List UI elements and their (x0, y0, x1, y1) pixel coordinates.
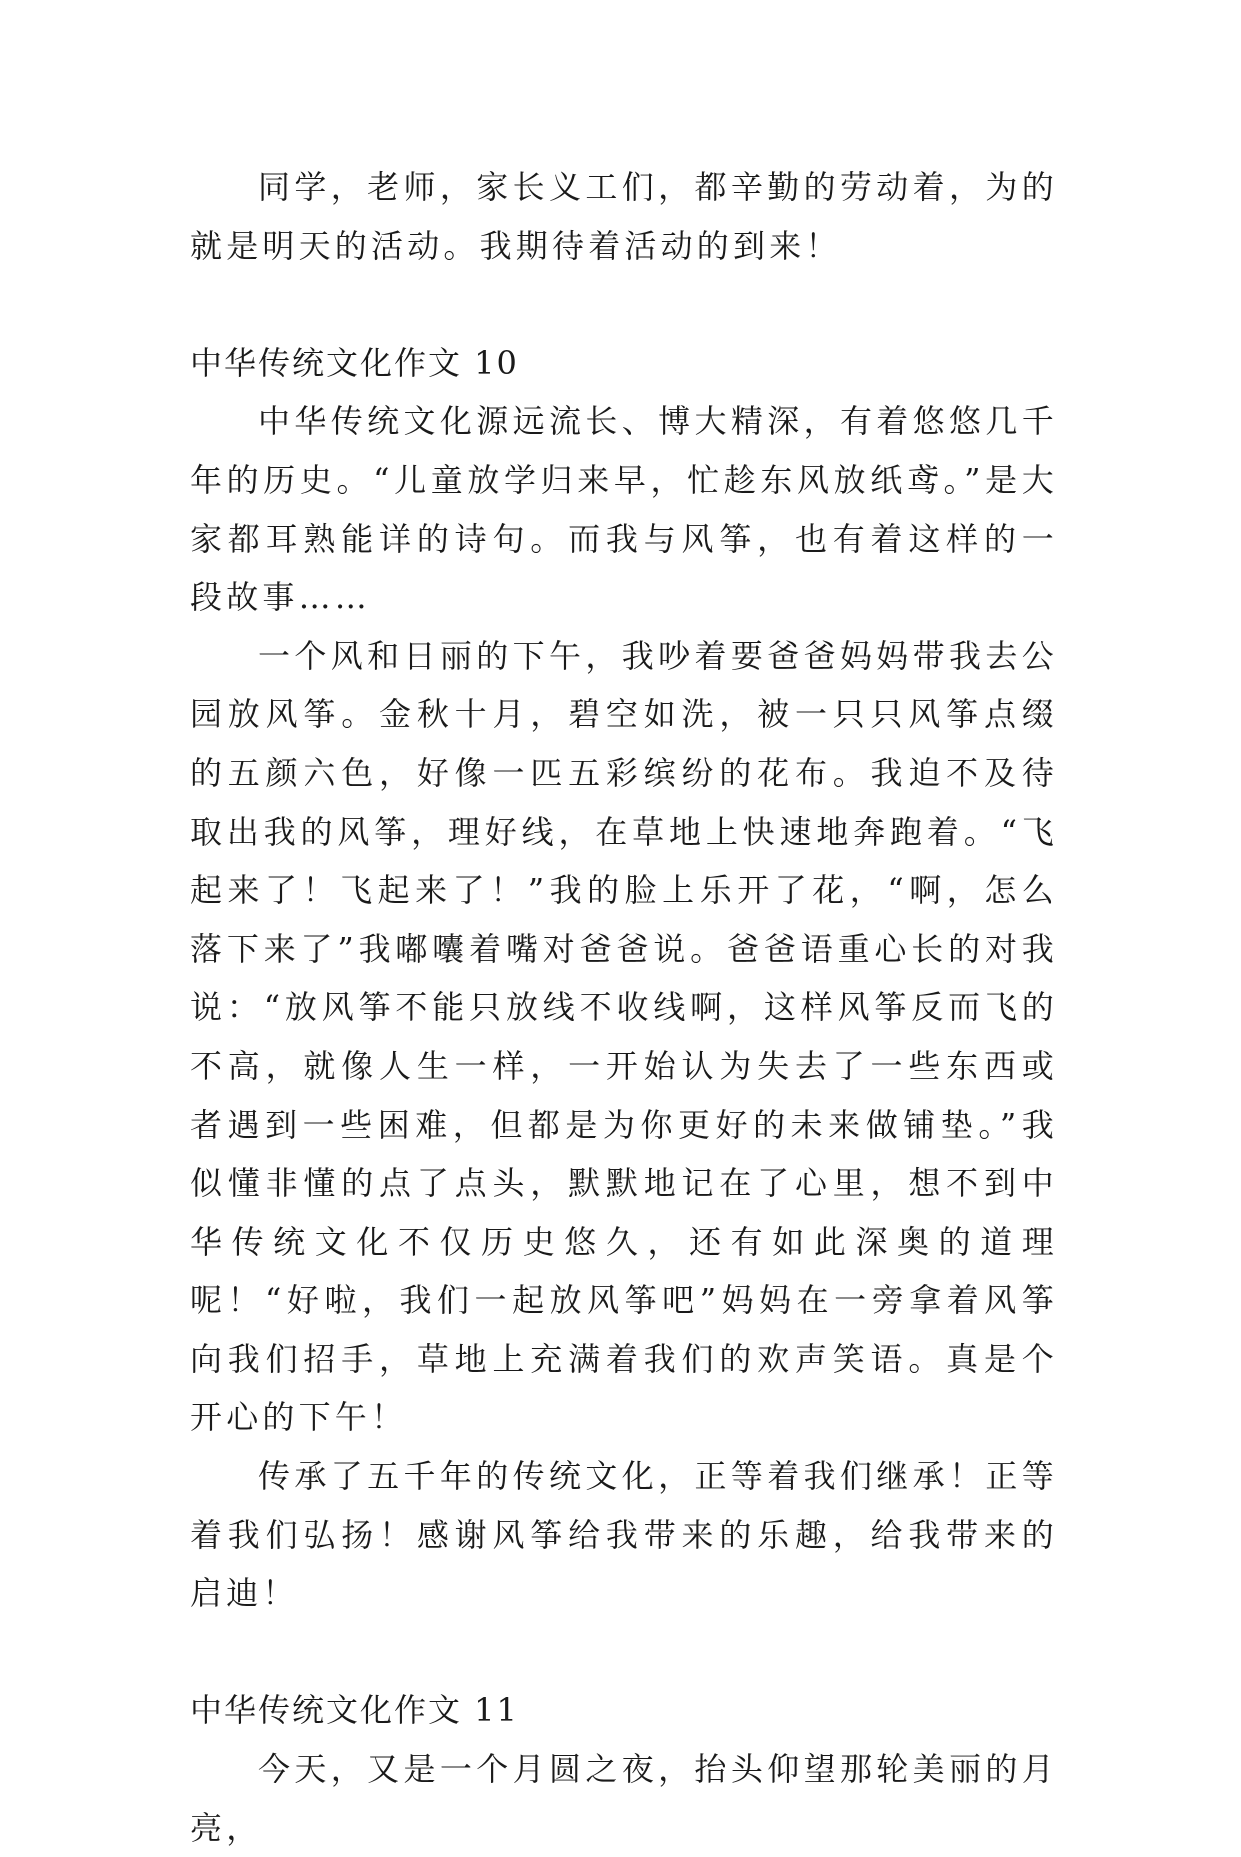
document-body (190, 158, 1058, 1857)
section-heading-10: 中华传统文化作文 10 (190, 343, 519, 382)
section-heading-11: 中华传统文化作文 11 (190, 1691, 519, 1730)
paragraph-intro: 中华传统文化源远流长、博大精深，有着悠悠几千年的历史。“儿童放学归来早，忙趁东风放纸鸢。”是大家都耳熟能详的诗句。而我与风筝，也有着这样的一段故事…… (190, 402, 1058, 617)
paragraph-conclusion: 传承了五千年的传统文化，正等着我们继承！正等着我们弘扬！感谢风筝给我带来的乐趣，给我带来的启迪！ (190, 1457, 1058, 1613)
paragraph-opening: 今天，又是一个月圆之夜，抬头仰望那轮美丽的月亮， (190, 1750, 1058, 1847)
section-spacer (190, 275, 1058, 334)
paragraph-closing-previous: 同学，老师，家长义工们，都辛勤的劳动着，为的就是明天的活动。我期待着活动的到来！ (190, 168, 1058, 265)
paragraph-story: 一个风和日丽的下午，我吵着要爸爸妈妈带我去公园放风筝。金秋十月，碧空如洗，被一只只风筝点缀的五颜六色，好像一匹五彩缤纷的花布。我迫不及待取出我的风筝，理好线，在草地上快速地奔跑着。“飞起来了！飞起来了！”我的脸上乐开了花，“啊，怎么落下来了”我嘟囔着嘴对爸爸说。爸爸语重心长的对我说：“放风筝不能只放线不收线啊，这样风筝反而飞的不高，就像人生一样，一开始认为失去了一些东西或者遇到一些困难，但都是为你更好的未来做铺垫。”我似懂非懂的点了点头，默默地记在了心里，想不到中华传统文化不仅历史悠久，还有如此深奥的道理呢！“好啦，我们一起放风筝吧”妈妈在一旁拿着风筝向我们招手，草地上充满着我们的欢声笑语。真是个开心的下午！ (190, 636, 1058, 1437)
section-spacer (190, 1623, 1058, 1682)
